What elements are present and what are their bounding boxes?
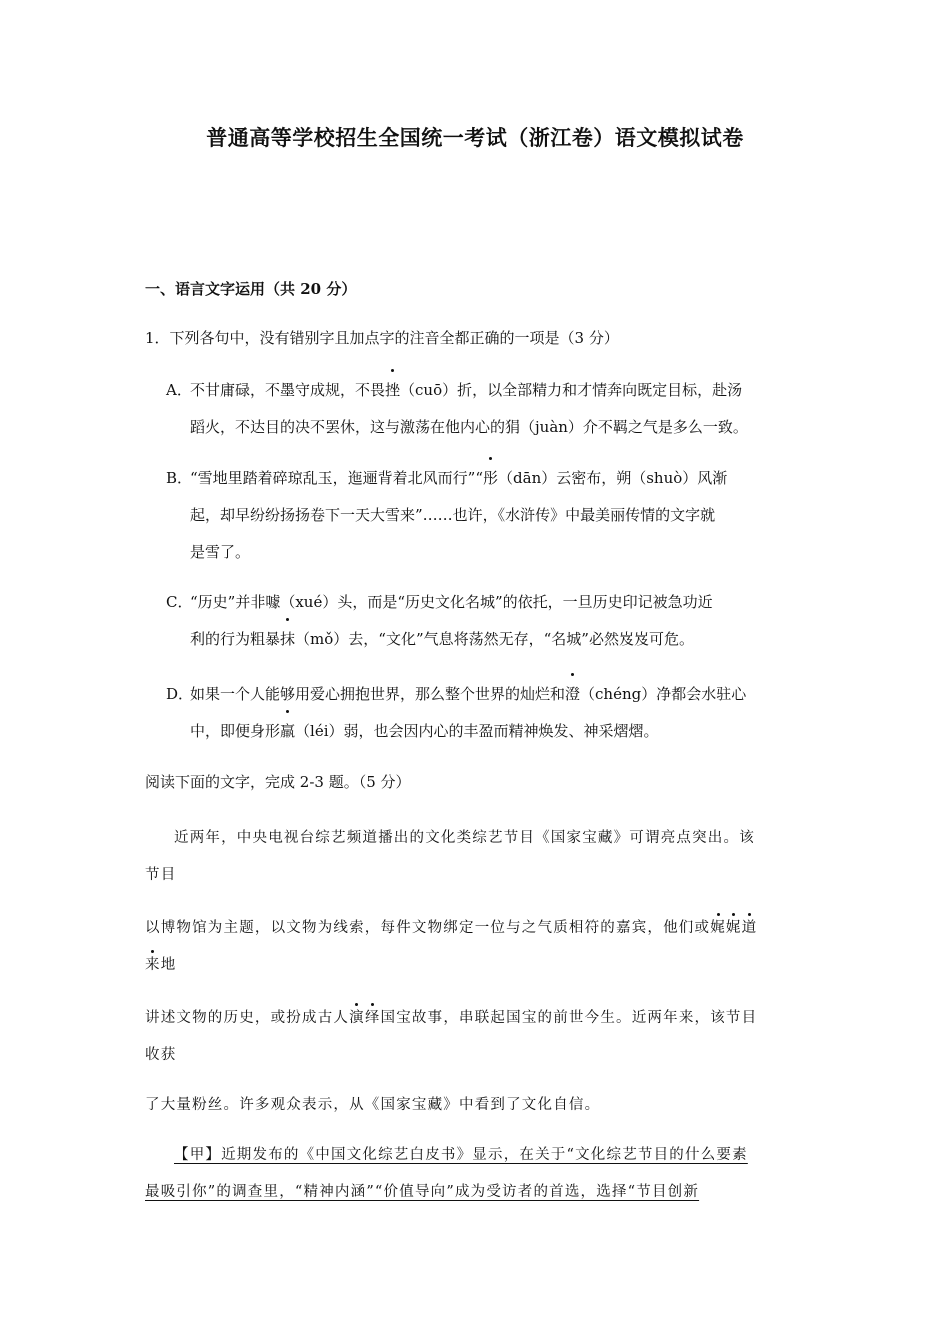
option-b-line1: B．“雪地里踏着碎琼乱玉，迤逦背着北风而行”“彤（dān）云密布，朔（shuò）风渐 <box>166 460 806 497</box>
dotted-char: 挫 <box>385 372 400 409</box>
passage-line: 来地 <box>145 953 810 974</box>
option-d-line1: D．如果一个人能够用爱心拥抱世界，那么整个世界的灿烂和澄（chéng）净都会水驻心 <box>166 676 806 713</box>
option-a-line1: A．不甘庸碌，不墨守成规，不畏挫（cuō）折，以全部精力和才情奔向既定目标，赴汤 <box>166 372 806 409</box>
passage-line: 了大量粉丝。许多观众表示，从《国家宝藏》中看到了文化自信。 <box>145 1097 601 1113</box>
option-letter: B． <box>166 469 193 487</box>
question-1-stem: 1．下列各句中，没有错别字且加点字的注音全都正确的一项是（3 分） <box>145 329 619 347</box>
passage-line: 收获 <box>145 1047 177 1063</box>
passage-line: 近两年，中央电视台综艺频道播出的文化类综艺节目《国家宝藏》可谓亮点突出。该 <box>174 830 755 846</box>
reading-prompt: 阅读下面的文字，完成 2-3 题。（5 分） <box>145 773 411 791</box>
dotted-char: 来 <box>145 953 161 974</box>
dotted-word <box>710 920 757 936</box>
option-b-line3: 是雪了。 <box>190 543 251 561</box>
option-b-line2: 起，却早纷纷扬扬卷下一天大雪来”……也许，《水浒传》中最美丽传情的文字就 <box>190 506 716 524</box>
option-letter: C． <box>166 593 193 611</box>
option-a <box>166 372 806 446</box>
option-c <box>166 584 806 658</box>
dotted-char: 澄 <box>565 676 580 713</box>
dotted-char: 演 <box>349 1006 365 1027</box>
underlined-passage-line: 【甲】近期发布的《中国文化综艺白皮书》显示，在关于“文化综艺节目的什么要素 <box>174 1147 748 1163</box>
underlined-passage-line: 最吸引你”的调查里，“精神内涵”“价值导向”成为受访者的首选，选择“节目创新 <box>145 1184 700 1200</box>
dotted-char: 娓 <box>710 916 726 937</box>
dotted-char: 娓 <box>726 916 742 937</box>
option-letter: A． <box>166 381 192 399</box>
option-c-line1: C．“历史”并非噱（xué）头，而是“历史文化名城”的依托，一旦历史印记被急功近 <box>166 584 806 621</box>
dotted-char: 羸 <box>280 713 295 750</box>
option-b <box>166 460 806 571</box>
option-a-line2: 蹈火，不达目的决不罢休，这与激荡在他内心的狷（juàn）介不羁之气是多么一致。 <box>190 418 748 436</box>
dotted-char: 道 <box>742 916 758 937</box>
dotted-char: 抹 <box>280 621 295 658</box>
dotted-word <box>349 1010 380 1026</box>
passage-line: 讲述文物的历史，或扮成古人演绎国宝故事，串联起国宝的前世今生。近两年来，该节目 <box>145 1006 810 1027</box>
option-letter: D． <box>166 685 194 703</box>
section-heading: 一、语言文字运用（共 20 分） <box>145 280 357 298</box>
option-c-line2: 利的行为粗暴抹（mǒ）去，“文化”气息将荡然无存，“名城”必然岌岌可危。 <box>166 621 806 658</box>
page-title: 普通高等学校招生全国统一考试（浙江卷）语文模拟试卷 <box>206 125 744 150</box>
dotted-char: 绎 <box>365 1006 381 1027</box>
option-d <box>166 676 806 750</box>
dotted-char: 彤 <box>483 460 498 497</box>
passage-line: 节目 <box>145 867 177 883</box>
option-d-line2: 中，即便身形羸（léi）弱，也会因内心的丰盈而精神焕发、神采熠熠。 <box>166 713 806 750</box>
passage-line: 以博物馆为主题，以文物为线索，每件文物绑定一位与之气质相符的嘉宾，他们或娓娓道 <box>145 916 810 937</box>
